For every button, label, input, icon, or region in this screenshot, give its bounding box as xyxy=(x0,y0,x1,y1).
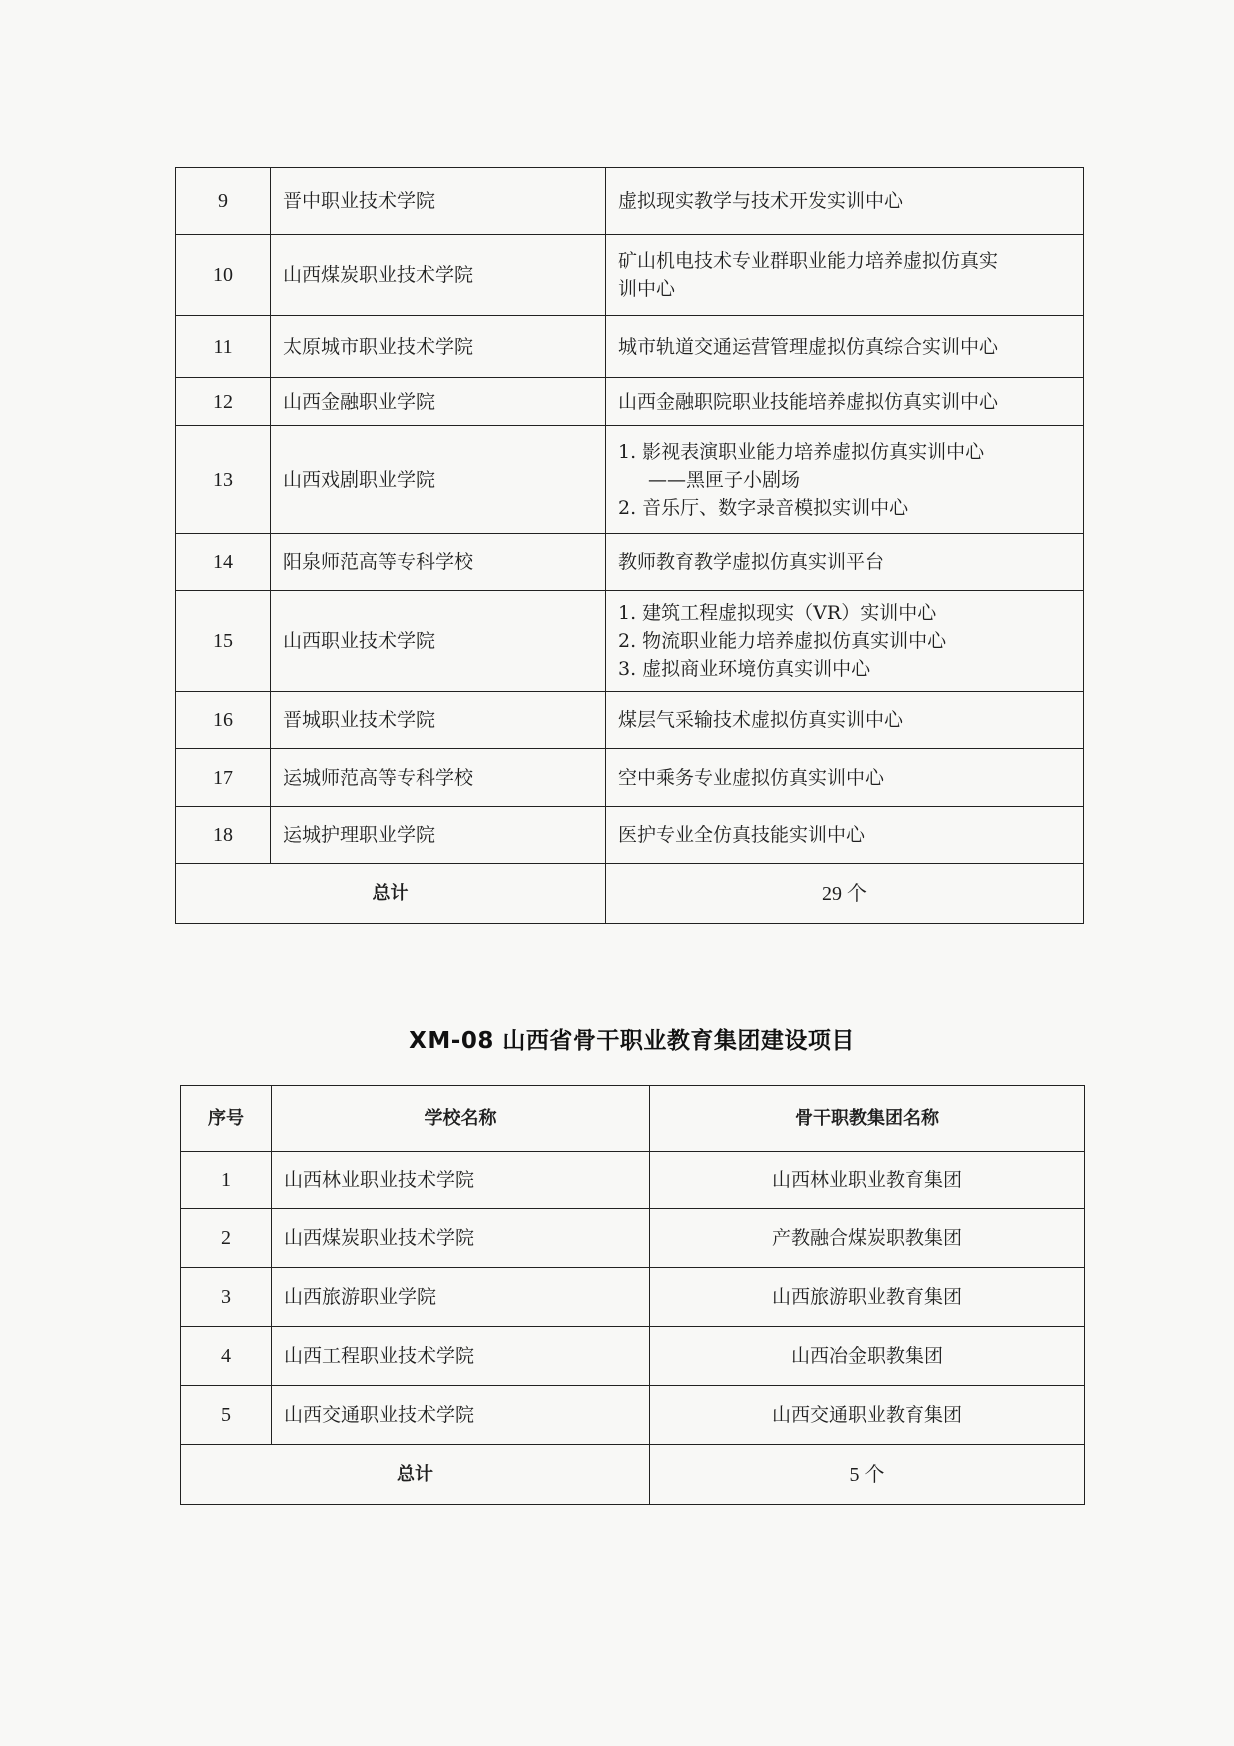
school-name: 山西交通职业技术学院 xyxy=(272,1386,650,1445)
center-name xyxy=(606,316,1084,378)
center-line: 训中心 xyxy=(618,278,676,300)
vocational-group-table xyxy=(180,1085,1085,1505)
header-group: 骨干职教集团名称 xyxy=(650,1086,1085,1152)
header-row xyxy=(181,1086,1085,1152)
center-line: 1. 影视表演职业能力培养虚拟仿真实训中心 xyxy=(618,440,985,463)
table-row xyxy=(176,591,1084,692)
row-number: 2 xyxy=(181,1209,272,1268)
total-value: 29 个 xyxy=(606,864,1084,924)
school-name: 山西林业职业技术学院 xyxy=(272,1152,650,1209)
table-row xyxy=(176,168,1084,235)
center-line: 山西金融职院职业技能培养虚拟仿真实训中心 xyxy=(618,390,999,413)
center-name xyxy=(606,692,1084,749)
training-center-table xyxy=(175,167,1084,924)
center-name xyxy=(606,426,1084,534)
table-row xyxy=(176,692,1084,749)
header-school: 学校名称 xyxy=(272,1086,650,1152)
total-label: 总计 xyxy=(181,1445,650,1505)
school-name: 山西职业技术学院 xyxy=(271,591,606,692)
school-name: 山西金融职业学院 xyxy=(271,378,606,426)
center-name xyxy=(606,534,1084,591)
center-line: 2. 物流职业能力培养虚拟仿真实训中心 xyxy=(618,630,947,652)
center-line: 空中乘务专业虚拟仿真实训中心 xyxy=(618,766,885,789)
group-name: 产教融合煤炭职教集团 xyxy=(650,1209,1085,1268)
total-label: 总计 xyxy=(176,864,606,924)
section-title: XM-08 山西省骨干职业教育集团建设项目 xyxy=(409,1028,855,1054)
total-row xyxy=(176,864,1084,924)
table-row xyxy=(176,378,1084,426)
school-name: 运城护理职业学院 xyxy=(271,807,606,864)
group-name: 山西交通职业教育集团 xyxy=(650,1386,1085,1445)
center-line: 医护专业全仿真技能实训中心 xyxy=(618,824,866,846)
table-row xyxy=(176,235,1084,316)
center-line: 2. 音乐厅、数字录音模拟实训中心 xyxy=(618,496,909,519)
table-row xyxy=(176,316,1084,378)
row-number: 13 xyxy=(176,426,271,534)
school-name: 山西旅游职业学院 xyxy=(272,1268,650,1327)
center-line: 虚拟现实教学与技术开发实训中心 xyxy=(618,190,904,212)
row-number: 10 xyxy=(176,235,271,316)
center-line: 城市轨道交通运营管理虚拟仿真综合实训中心 xyxy=(618,335,999,358)
group-name: 山西林业职业教育集团 xyxy=(650,1152,1085,1209)
group-name: 山西冶金职教集团 xyxy=(650,1327,1085,1386)
group-name: 山西旅游职业教育集团 xyxy=(650,1268,1085,1327)
row-number: 16 xyxy=(176,692,271,749)
center-name xyxy=(606,749,1084,807)
center-name xyxy=(606,235,1084,316)
table-row xyxy=(181,1209,1085,1268)
row-number: 12 xyxy=(176,378,271,426)
row-number: 15 xyxy=(176,591,271,692)
school-name: 山西煤炭职业技术学院 xyxy=(272,1209,650,1268)
row-number: 11 xyxy=(176,316,271,378)
school-name: 运城师范高等专科学校 xyxy=(271,749,606,807)
school-name: 山西煤炭职业技术学院 xyxy=(271,235,606,316)
school-name: 阳泉师范高等专科学校 xyxy=(271,534,606,591)
row-number: 17 xyxy=(176,749,271,807)
row-number: 5 xyxy=(181,1386,272,1445)
total-row xyxy=(181,1445,1085,1505)
header-number: 序号 xyxy=(181,1086,272,1152)
center-line: 煤层气采输技术虚拟仿真实训中心 xyxy=(618,709,904,731)
row-number: 4 xyxy=(181,1327,272,1386)
center-line: 矿山机电技术专业群职业能力培养虚拟仿真实 xyxy=(618,250,999,272)
table-row xyxy=(176,426,1084,534)
center-name xyxy=(606,168,1084,235)
row-number: 18 xyxy=(176,807,271,864)
center-line: 3. 虚拟商业环境仿真实训中心 xyxy=(618,658,871,680)
row-number: 14 xyxy=(176,534,271,591)
table-row xyxy=(176,749,1084,807)
table-row xyxy=(181,1327,1085,1386)
center-name xyxy=(606,378,1084,426)
table-row xyxy=(181,1386,1085,1445)
center-line: 教师教育教学虚拟仿真实训平台 xyxy=(618,551,885,573)
school-name: 山西戏剧职业学院 xyxy=(271,426,606,534)
row-number: 1 xyxy=(181,1152,272,1209)
school-name: 晋中职业技术学院 xyxy=(271,168,606,235)
center-line: ——黑匣子小剧场 xyxy=(648,468,801,491)
center-name xyxy=(606,807,1084,864)
row-number: 9 xyxy=(176,168,271,235)
center-line: 1. 建筑工程虚拟现实（VR）实训中心 xyxy=(618,602,937,624)
table-row xyxy=(176,807,1084,864)
table-row xyxy=(176,534,1084,591)
school-name: 山西工程职业技术学院 xyxy=(272,1327,650,1386)
total-value: 5 个 xyxy=(650,1445,1085,1505)
school-name: 太原城市职业技术学院 xyxy=(271,316,606,378)
table-row xyxy=(181,1152,1085,1209)
row-number: 3 xyxy=(181,1268,272,1327)
table-row xyxy=(181,1268,1085,1327)
center-name xyxy=(606,591,1084,692)
school-name: 晋城职业技术学院 xyxy=(271,692,606,749)
